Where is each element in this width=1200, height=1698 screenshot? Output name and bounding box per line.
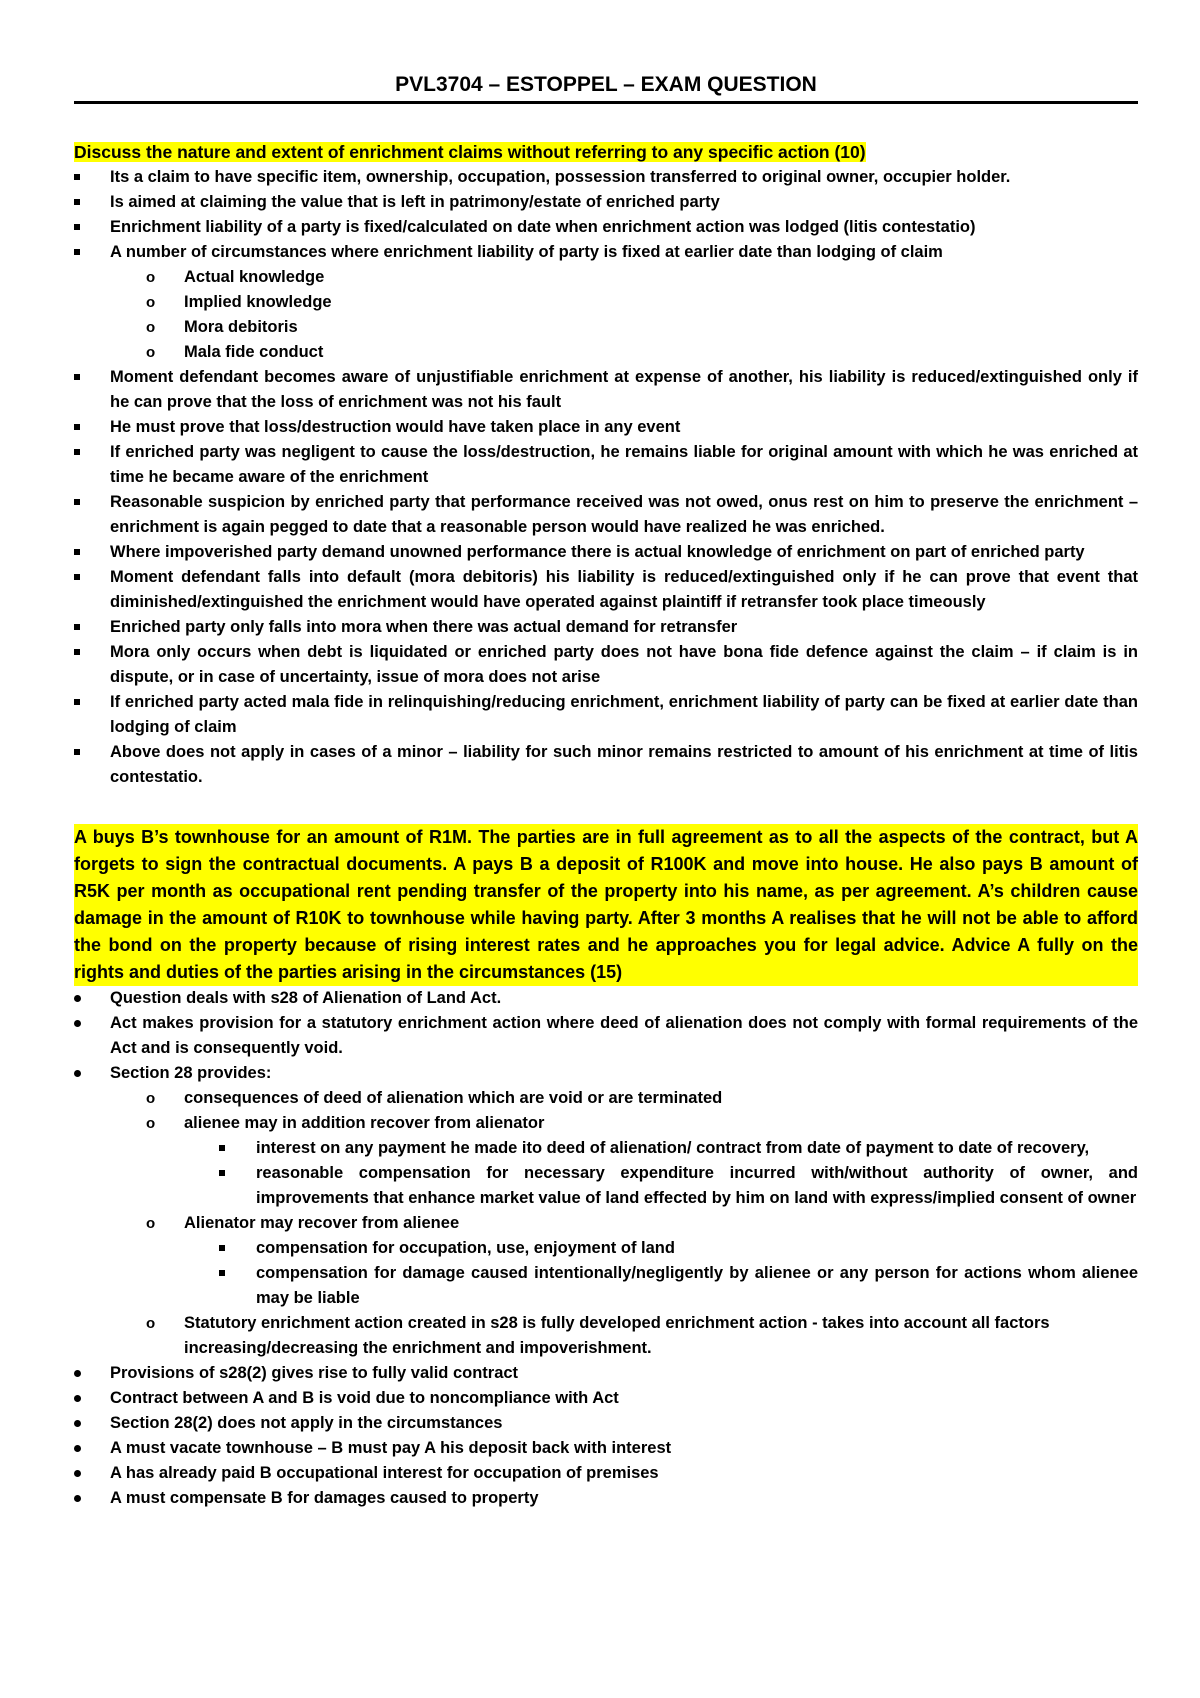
list-item: A number of circumstances where enrichment liability of party is fixed at earlier date than lodging of claim [74, 240, 1138, 265]
list-item: o Alienator may recover from alienee [74, 1211, 1138, 1236]
list-item: Above does not apply in cases of a minor – liability for such minor remains restricted to amount of his enrichment at time of litis contestatio. [74, 740, 1138, 790]
list-item: compensation for damage caused intentionally/negligently by alienee or any person for actions whom alienee may be liable [74, 1261, 1138, 1311]
list-item: Enrichment liability of a party is fixed/calculated on date when enrichment action was lodged (litis contestatio) [74, 215, 1138, 240]
q2-points-2 [74, 1361, 1138, 1511]
list-item: reasonable compensation for necessary expenditure incurred with/without authority of owner, and improvements that enhance market value of land effected by him on land with express/implied consent of owner [74, 1161, 1138, 1211]
list-item: Moment defendant falls into default (mora debitoris) his liability is reduced/extinguished only if he can prove that event that diminished/extinguished the enrichment would have operated against plaintiff if retransfer took place timeously [74, 565, 1138, 615]
list-item: Where impoverished party demand unowned performance there is actual knowledge of enrichment on part of enriched party [74, 540, 1138, 565]
question-1-text: Discuss the nature and extent of enrichment claims without referring to any specific action (10) [74, 142, 866, 162]
list-item: If enriched party was negligent to cause the loss/destruction, he remains liable for original amount with which he was enriched at time he became aware of the enrichment [74, 440, 1138, 490]
list-item: Mora only occurs when debt is liquidated or enriched party does not have bona fide defence against the claim – if claim is in dispute, or in case of uncertainty, issue of mora does not arise [74, 640, 1138, 690]
list-item: He must prove that loss/destruction would have taken place in any event [74, 415, 1138, 440]
q1-subpoints [74, 265, 1138, 365]
list-item: Its a claim to have specific item, ownership, occupation, possession transferred to original owner, occupier holder. [74, 165, 1138, 190]
q2-subpoints-b [74, 1211, 1138, 1236]
list-item: o Statutory enrichment action created in s28 is fully developed enrichment action - takes into account all factors increasing/decreasing the enrichment and impoverishment. [74, 1311, 1138, 1361]
list-item: o alienee may in addition recover from alienator [74, 1111, 1138, 1136]
list-item: A has already paid B occupational interest for occupation of premises [74, 1461, 1138, 1486]
q2-subpoints-b2 [74, 1236, 1138, 1311]
q2-points [74, 986, 1138, 1086]
list-item: Act makes provision for a statutory enrichment action where deed of alienation does not comply with formal requirements of the Act and is consequently void. [74, 1011, 1138, 1061]
list-item: o Mora debitoris [74, 315, 1138, 340]
list-item: o Mala fide conduct [74, 340, 1138, 365]
list-item: interest on any payment he made ito deed of alienation/ contract from date of payment to date of recovery, [74, 1136, 1138, 1161]
list-item: Is aimed at claiming the value that is left in patrimony/estate of enriched party [74, 190, 1138, 215]
list-item: A must vacate townhouse – B must pay A his deposit back with interest [74, 1436, 1138, 1461]
list-item: If enriched party acted mala fide in relinquishing/reducing enrichment, enrichment liability of party can be fixed at earlier date than lodging of claim [74, 690, 1138, 740]
list-item: Moment defendant becomes aware of unjustifiable enrichment at expense of another, his liability is reduced/extinguished only if he can prove that the loss of enrichment was not his fault [74, 365, 1138, 415]
list-item: Question deals with s28 of Alienation of Land Act. [74, 986, 1138, 1011]
list-item: o Implied knowledge [74, 290, 1138, 315]
q2-subpoints-c [74, 1311, 1138, 1361]
list-item: A must compensate B for damages caused to property [74, 1486, 1138, 1511]
page-title: PVL3704 – ESTOPPEL – EXAM QUESTION [74, 72, 1138, 104]
list-item: Section 28(2) does not apply in the circumstances [74, 1411, 1138, 1436]
question-1 [74, 140, 1138, 165]
q2-subpoints-a2 [74, 1136, 1138, 1211]
list-item: Contract between A and B is void due to noncompliance with Act [74, 1386, 1138, 1411]
q1-points-2 [74, 365, 1138, 790]
list-item: compensation for occupation, use, enjoyment of land [74, 1236, 1138, 1261]
question-2: A buys B’s townhouse for an amount of R1M. The parties are in full agreement as to all the aspects of the contract, but A forgets to sign the contractual documents. A pays B a deposit of R100K and move into house. He also pays B amount of R5K per month as occupational rent pending transfer of the property into his name, as per agreement. A’s children cause damage in the amount of R10K to townhouse while having party. After 3 months A realises that he will not be able to afford the bond on the property because of rising interest rates and he approaches you for legal advice. Advice A fully on the rights and duties of the parties arising in the circumstances (15) [74, 824, 1138, 986]
list-item: Enriched party only falls into mora when there was actual demand for retransfer [74, 615, 1138, 640]
list-item: o consequences of deed of alienation which are void or are terminated [74, 1086, 1138, 1111]
q1-points [74, 165, 1138, 265]
list-item: Reasonable suspicion by enriched party that performance received was not owed, onus rest on him to preserve the enrichment – enrichment is again pegged to date that a reasonable person would have realized he was enriched. [74, 490, 1138, 540]
list-item: Provisions of s28(2) gives rise to fully valid contract [74, 1361, 1138, 1386]
list-item: o Actual knowledge [74, 265, 1138, 290]
list-item: Section 28 provides: [74, 1061, 1138, 1086]
q2-subpoints-a [74, 1086, 1138, 1136]
document-page [74, 72, 1138, 1511]
